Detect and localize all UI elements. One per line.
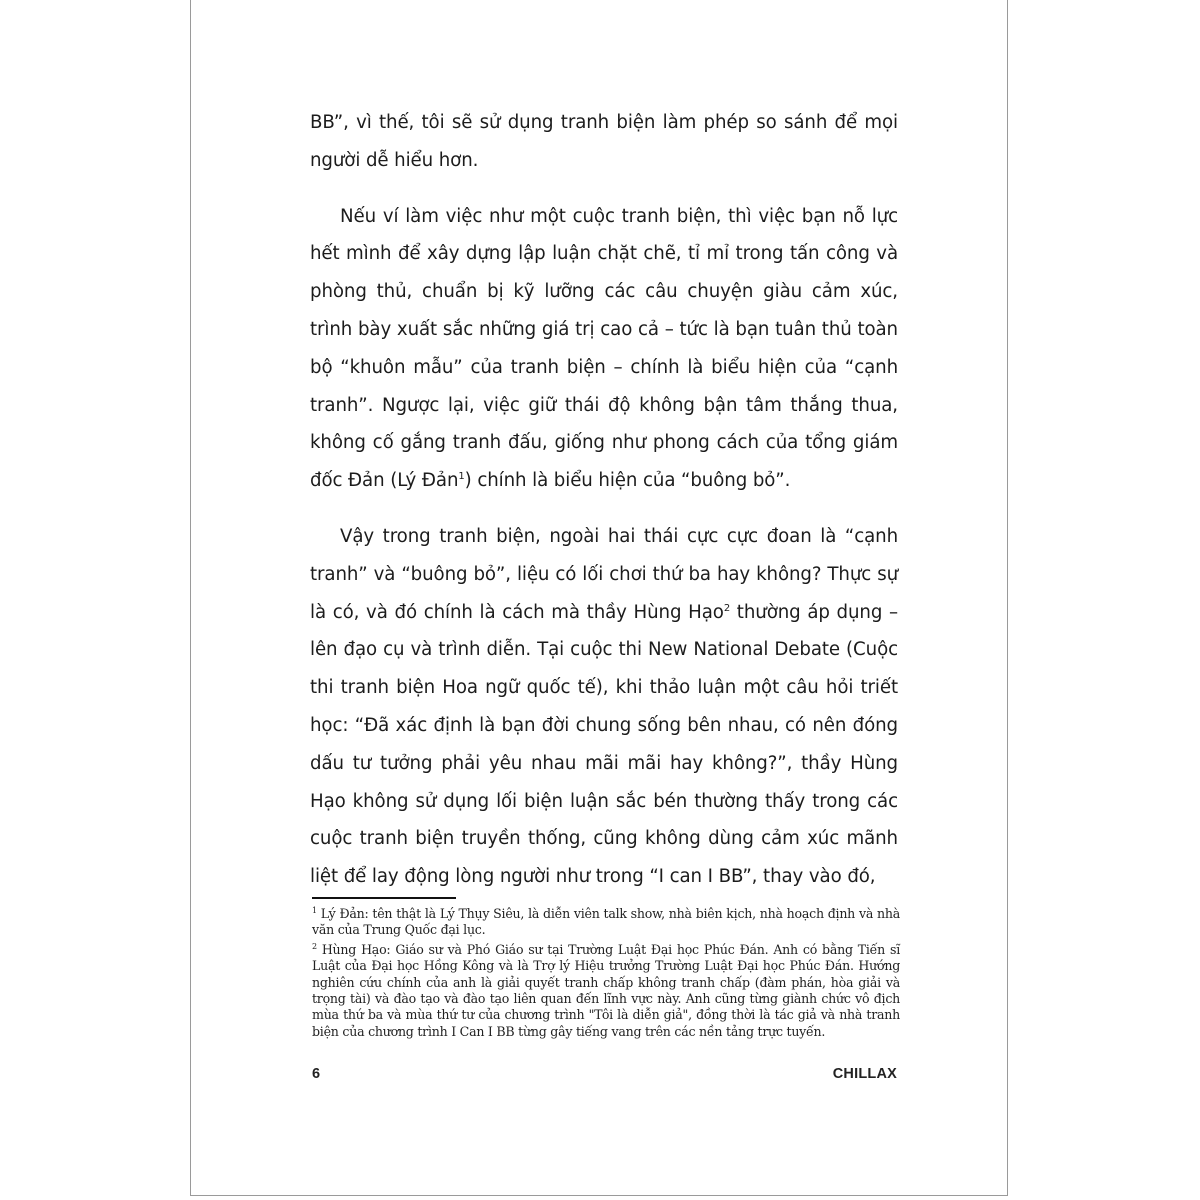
paragraph-text: thường áp dụng – lên đạo cụ và trình diễn. Tại cuộc thi New National Debate (Cuộc thi tranh biện Hoa ngữ quốc tế), khi thảo luận một câu hỏi triết học: “Đã xác định là bạn đời chung sống bên nhau, có nên đóng dấu tư tưởng phải yêu nhau mãi mãi hay không?”, thầy Hùng Hạo không sử dụng lối biện luận sắc bén thường thấy trong các cuộc tranh biện truyền thống, cũng không dùng cảm xúc mãnh liệt để lay động lòng người như trong “I can I BB”, thay vào đó, — [310, 601, 898, 888]
body-text — [310, 104, 898, 914]
page-number: 6 — [312, 1066, 321, 1082]
book-page — [190, 0, 1008, 1196]
paragraph-text: Nếu ví làm việc như một cuộc tranh biện, thì việc bạn nỗ lực hết mình để xây dựng lập luận chặt chẽ, tỉ mỉ trong tấn công và phòng thủ, chuẩn bị kỹ lưỡng các câu chuyện giàu cảm xúc, trình bày xuất sắc những giá trị cao cả – tức là bạn tuân thủ toàn bộ “khuôn mẫu” của tranh biện – chính là biểu hiện của “cạnh tranh”. Ngược lại, việc giữ thái độ không bận tâm thắng thua, không cố gắng tranh đấu, giống như phong cách của tổng giám đốc Đản (Lý Đản — [310, 205, 898, 492]
paragraph — [310, 198, 898, 500]
footnote-divider — [312, 897, 456, 899]
paragraph-text: Vậy trong tranh biện, ngoài hai thái cực cực đoan là “cạnh tranh” và “buông bỏ”, liệu có lối chơi thứ ba hay không? Thực sự là có, và đó chính là cách mà thầy Hùng Hạo — [310, 525, 898, 623]
footnote-number: 1 — [312, 905, 317, 915]
paragraph-text: ) chính là biểu hiện của “buông bỏ”. — [464, 470, 791, 492]
publisher-name: CHILLAX — [832, 1066, 897, 1082]
footnote-number: 2 — [312, 941, 317, 951]
footnote-marker: 1 — [458, 471, 465, 483]
footnote-marker: 2 — [723, 602, 731, 614]
paragraph: BB”, vì thế, tôi sẽ sử dụng tranh biện làm phép so sánh để mọi người dễ hiểu hơn. — [310, 112, 898, 171]
footnote — [312, 906, 900, 939]
footnote-text: Hùng Hạo: Giáo sư và Phó Giáo sư tại Trường Luật Đại học Phúc Đán. Anh có bằng Tiến sĩ Luật của Đại học Hồng Kông và là Trợ lý Hiệu trưởng Trường Luật Đại học Phúc Đán. Hướng nghiên cứu chính của anh là giải quyết tranh chấp không tranh chấp (đàm phán, hòa giải và trọng tài) và đào tạo và đào tạo liên quan đến lĩnh vực này. Anh cũng từng giành chức vô địch mùa thứ ba và mùa thứ tư của chương trình "Tôi là diễn giả", đồng thời là tác giả và nhà tranh biện của chương trình I Can I BB từng gây tiếng vang trên các nền tảng trực tuyến. — [312, 941, 900, 1039]
footnote — [312, 942, 900, 1040]
footnotes — [312, 906, 900, 1043]
paragraph — [310, 518, 898, 896]
footnote-text: Lý Đản: tên thật là Lý Thụy Siêu, là diễn viên talk show, nhà biên kịch, nhà hoạch định và nhà văn của Trung Quốc đại lục. — [312, 906, 900, 938]
